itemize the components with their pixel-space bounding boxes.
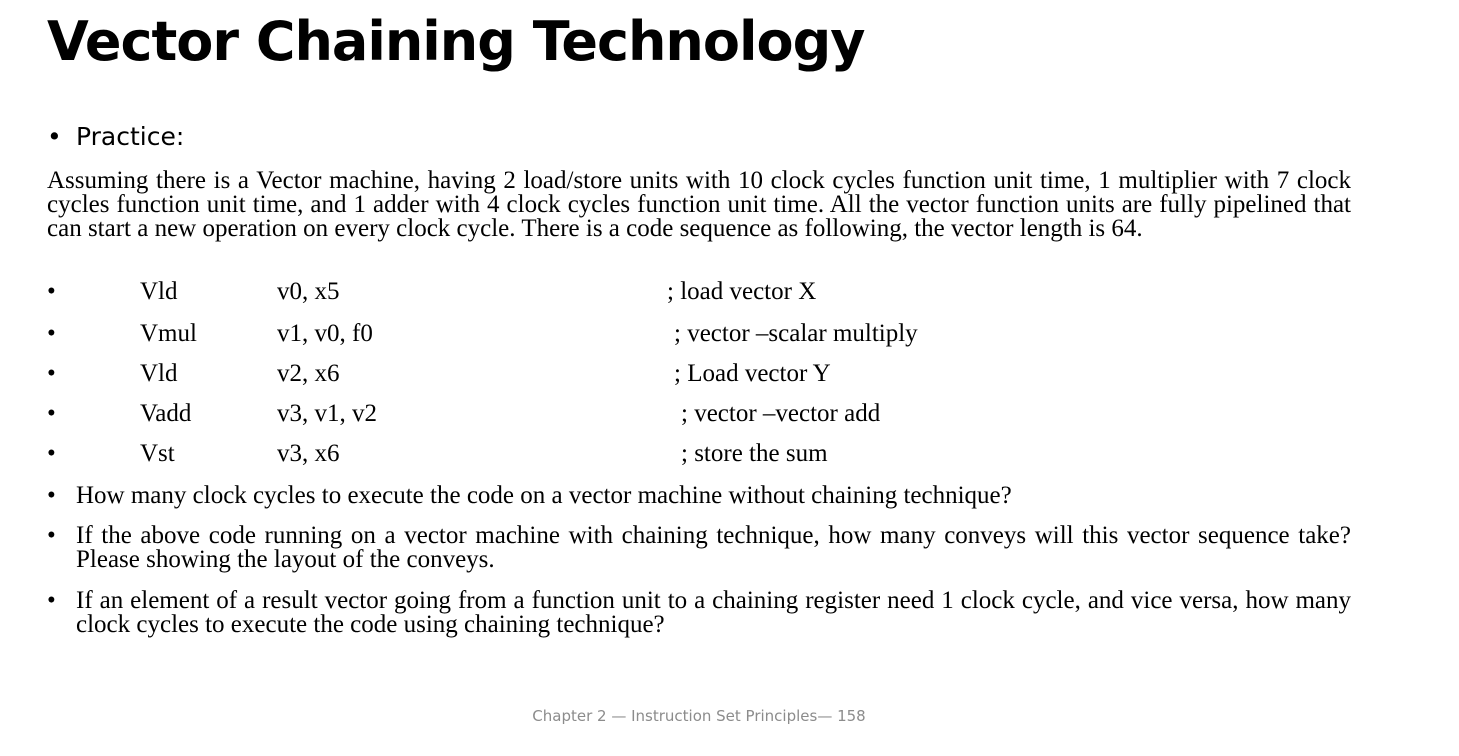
question-text: If the above code running on a vector machine with chaining technique, how many conveys will this vector sequence take? Please showing the layout of the conveys. xyxy=(76,522,1351,573)
code-operands: v3, v1, v2 xyxy=(277,400,377,427)
bullet-glyph: • xyxy=(47,482,56,509)
problem-statement: Assuming there is a Vector machine, having 2 load/store units with 10 clock cycles function unit time, 1 multiplier with 7 clock cycles function unit time, and 1 adder with 4 clock cycles function unit time. All the vector function units are fully pipelined that can start a new operation on every clock cycle. There is a code sequence as following, the vector length is 64. xyxy=(47,167,1351,242)
code-comment: ; vector –scalar multiply xyxy=(674,320,918,347)
code-operands: v0, x5 xyxy=(277,278,340,305)
bullet-glyph: • xyxy=(47,122,62,151)
code-comment: ; load vector X xyxy=(667,278,817,305)
question-1 xyxy=(47,484,1351,508)
question-3 xyxy=(47,589,1351,637)
code-operands: v1, v0, f0 xyxy=(277,320,373,347)
code-opcode: Vld xyxy=(140,360,178,387)
code-line-3 xyxy=(47,359,1047,389)
question-text: How many clock cycles to execute the code on a vector machine without chaining technique? xyxy=(76,482,1012,509)
code-operands: v3, x6 xyxy=(277,440,340,467)
code-line-2 xyxy=(47,319,1047,349)
practice-label: Practice: xyxy=(76,122,185,151)
code-opcode: Vadd xyxy=(140,400,192,427)
code-comment: ; Load vector Y xyxy=(674,360,831,387)
question-text: If an element of a result vector going from a function unit to a chaining register need 1 clock cycle, and vice versa, how many clock cycles to execute the code using chaining technique? xyxy=(76,587,1351,638)
bullet-glyph: • xyxy=(47,360,56,387)
bullet-glyph: • xyxy=(47,320,56,347)
bullet-glyph: • xyxy=(47,278,56,305)
bullet-glyph: • xyxy=(47,587,56,614)
bullet-glyph: • xyxy=(47,440,56,467)
bullet-glyph: • xyxy=(47,400,56,427)
code-comment: ; vector –vector add xyxy=(681,400,881,427)
code-line-4 xyxy=(47,399,1047,429)
question-2 xyxy=(47,524,1351,572)
code-line-5 xyxy=(47,439,1047,469)
bullet-glyph: • xyxy=(47,522,56,549)
code-opcode: Vmul xyxy=(140,320,197,347)
code-comment: ; store the sum xyxy=(681,440,828,467)
slide-footer: Chapter 2 — Instruction Set Principles— 158 xyxy=(532,707,866,725)
code-opcode: Vld xyxy=(140,278,178,305)
code-operands: v2, x6 xyxy=(277,360,340,387)
practice-heading xyxy=(47,120,184,154)
slide-title: Vector Chaining Technology xyxy=(47,10,865,73)
code-opcode: Vst xyxy=(140,440,175,467)
code-line-1 xyxy=(47,277,1047,307)
